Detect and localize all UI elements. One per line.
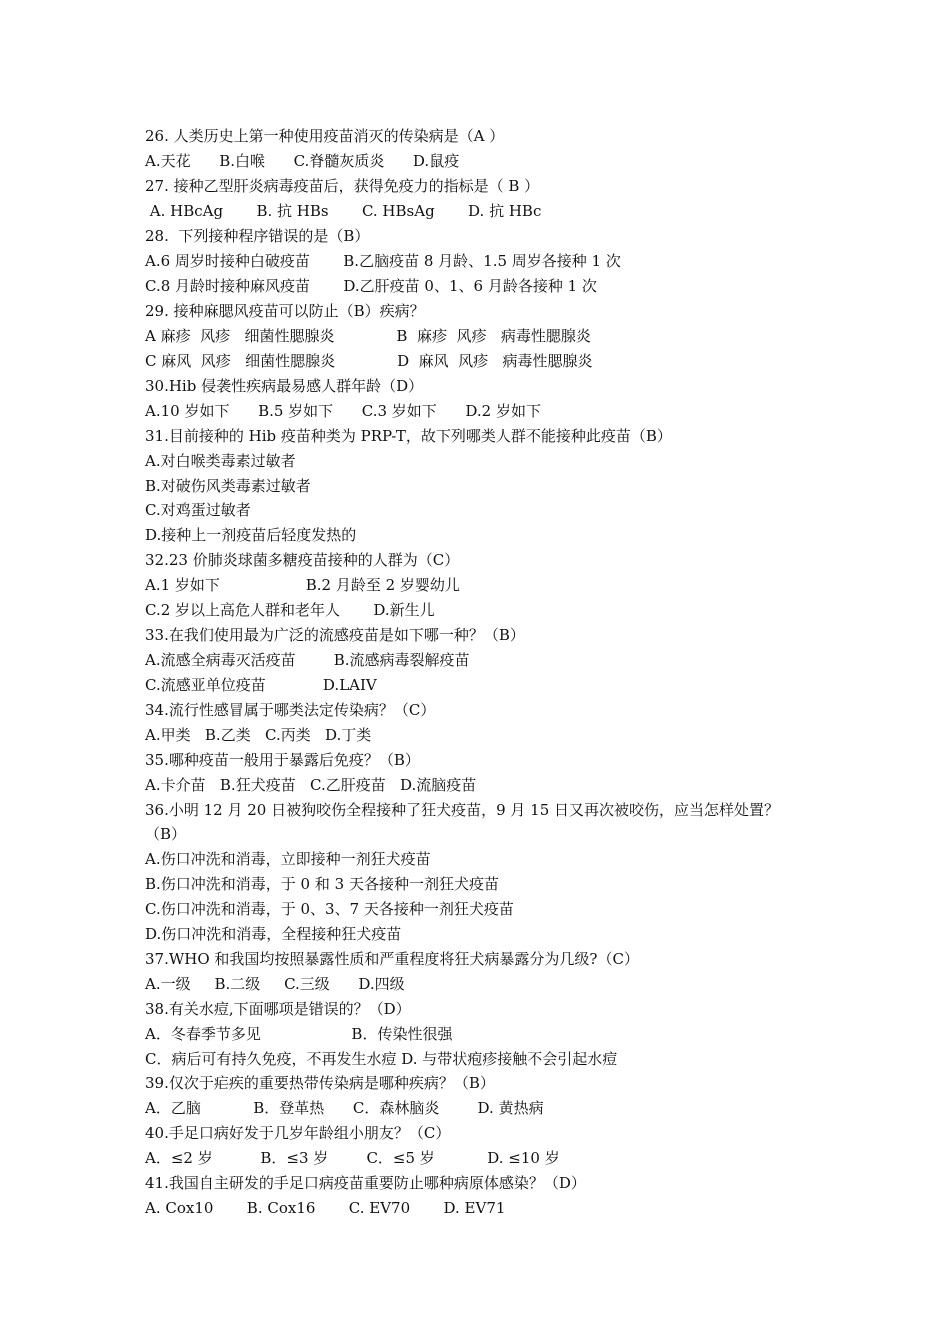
options-29-ab: A 麻疹 风疹 细菌性腮腺炎 B 麻疹 风疹 病毒性腮腺炎 bbox=[145, 327, 591, 345]
option-31-a: A.对白喉类毒素过敏者 bbox=[145, 452, 296, 470]
option-31-c: C.对鸡蛋过敏者 bbox=[145, 501, 251, 519]
options-33-cd: C.流感亚单位疫苗 D.LAIV bbox=[145, 676, 377, 694]
options-37: A.一级 B.二级 C.三级 D.四级 bbox=[145, 975, 405, 993]
option-36-c: C.伤口冲洗和消毒，于 0、3、7 天各接种一剂狂犬疫苗 bbox=[145, 900, 514, 918]
options-28-cd: C.8 月龄时接种麻风疫苗 D.乙肝疫苗 0、1、6 月龄各接种 1 次 bbox=[145, 277, 597, 295]
question-34: 34.流行性感冒属于哪类法定传染病？（C） bbox=[145, 701, 436, 719]
question-29: 29. 接种麻腮风疫苗可以防止（B）疾病？ bbox=[145, 302, 425, 320]
options-32-ab: A.1 岁如下 B.2 月龄至 2 岁婴幼儿 bbox=[145, 576, 460, 594]
options-38-cd: C．病后可有持久免疫，不再发生水痘 D. 与带状疱疹接触不会引起水痘 bbox=[145, 1050, 618, 1068]
options-39: A．乙脑 B．登革热 C．森林脑炎 D. 黄热病 bbox=[145, 1099, 544, 1117]
question-26: 26. 人类历史上第一种使用疫苗消灭的传染病是（A ） bbox=[145, 127, 505, 145]
options-40: A．≤2 岁 B．≤3 岁 C．≤5 岁 D. ≤10 岁 bbox=[145, 1149, 560, 1167]
options-32-cd: C.2 岁以上高危人群和老年人 D.新生儿 bbox=[145, 601, 435, 619]
question-38: 38.有关水痘,下面哪项是错误的？（D） bbox=[145, 1000, 411, 1018]
options-41: A. Cox10 B. Cox16 C. EV70 D. EV71 bbox=[145, 1199, 506, 1217]
options-26: A.天花 B.白喉 C.脊髓灰质炎 D.鼠疫 bbox=[145, 152, 460, 170]
question-40: 40.手足口病好发于几岁年龄组小朋友？（C） bbox=[145, 1124, 451, 1142]
option-31-d: D.接种上一剂疫苗后轻度发热的 bbox=[145, 526, 357, 544]
options-30: A.10 岁如下 B.5 岁如下 C.3 岁如下 D.2 岁如下 bbox=[145, 402, 541, 420]
question-33: 33.在我们使用最为广泛的流感疫苗是如下哪一种？（B） bbox=[145, 626, 525, 644]
options-28-ab: A.6 周岁时接种白破疫苗 B.乙脑疫苗 8 月龄、1.5 周岁各接种 1 次 bbox=[145, 252, 621, 270]
option-36-d: D.伤口冲洗和消毒，全程接种狂犬疫苗 bbox=[145, 925, 402, 943]
option-36-a: A.伤口冲洗和消毒，立即接种一剂狂犬疫苗 bbox=[145, 850, 431, 868]
options-35: A.卡介苗 B.狂犬疫苗 C.乙肝疫苗 D.流脑疫苗 bbox=[145, 776, 477, 794]
question-39: 39.仅次于疟疾的重要热带传染病是哪种疾病？（B） bbox=[145, 1074, 495, 1092]
option-36-b: B.伤口冲洗和消毒，于 0 和 3 天各接种一剂狂犬疫苗 bbox=[145, 875, 499, 893]
question-36: 36.小明 12 月 20 日被狗咬伤全程接种了狂犬疫苗，9 月 15 日又再次被咬伤，应当怎样处置？ bbox=[145, 801, 780, 819]
question-35: 35.哪种疫苗一般用于暴露后免疫？（B） bbox=[145, 751, 420, 769]
question-30: 30.Hib 侵袭性疾病最易感人群年龄（D） bbox=[145, 377, 424, 395]
answer-36: （B） bbox=[145, 825, 187, 843]
options-33-ab: A.流感全病毒灭活疫苗 B.流感病毒裂解疫苗 bbox=[145, 651, 470, 669]
question-31: 31.目前接种的 Hib 疫苗种类为 PRP-T，故下列哪类人群不能接种此疫苗（B） bbox=[145, 427, 672, 445]
options-34: A.甲类 B.乙类 C.丙类 D.丁类 bbox=[145, 726, 372, 744]
options-29-cd: C 麻风 风疹 细菌性腮腺炎 D 麻风 风疹 病毒性腮腺炎 bbox=[145, 352, 593, 370]
option-31-b: B.对破伤风类毒素过敏者 bbox=[145, 477, 311, 495]
question-41: 41.我国自主研发的手足口病疫苗重要防止哪种病原体感染？（D） bbox=[145, 1174, 586, 1192]
options-38-ab: A．冬春季节多见 B．传染性很强 bbox=[145, 1025, 453, 1043]
question-27: 27. 接种乙型肝炎病毒疫苗后，获得免疫力的指标是（ B ） bbox=[145, 177, 540, 195]
question-32: 32.23 价肺炎球菌多糖疫苗接种的人群为（C） bbox=[145, 551, 460, 569]
question-28: 28. 下列接种程序错误的是（B） bbox=[145, 227, 370, 245]
options-27: A. HBcAg B. 抗 HBs C. HBsAg D. 抗 HBc bbox=[145, 202, 542, 220]
question-37: 37.WHO 和我国均按照暴露性质和严重程度将狂犬病暴露分为几级?（C） bbox=[145, 950, 639, 968]
